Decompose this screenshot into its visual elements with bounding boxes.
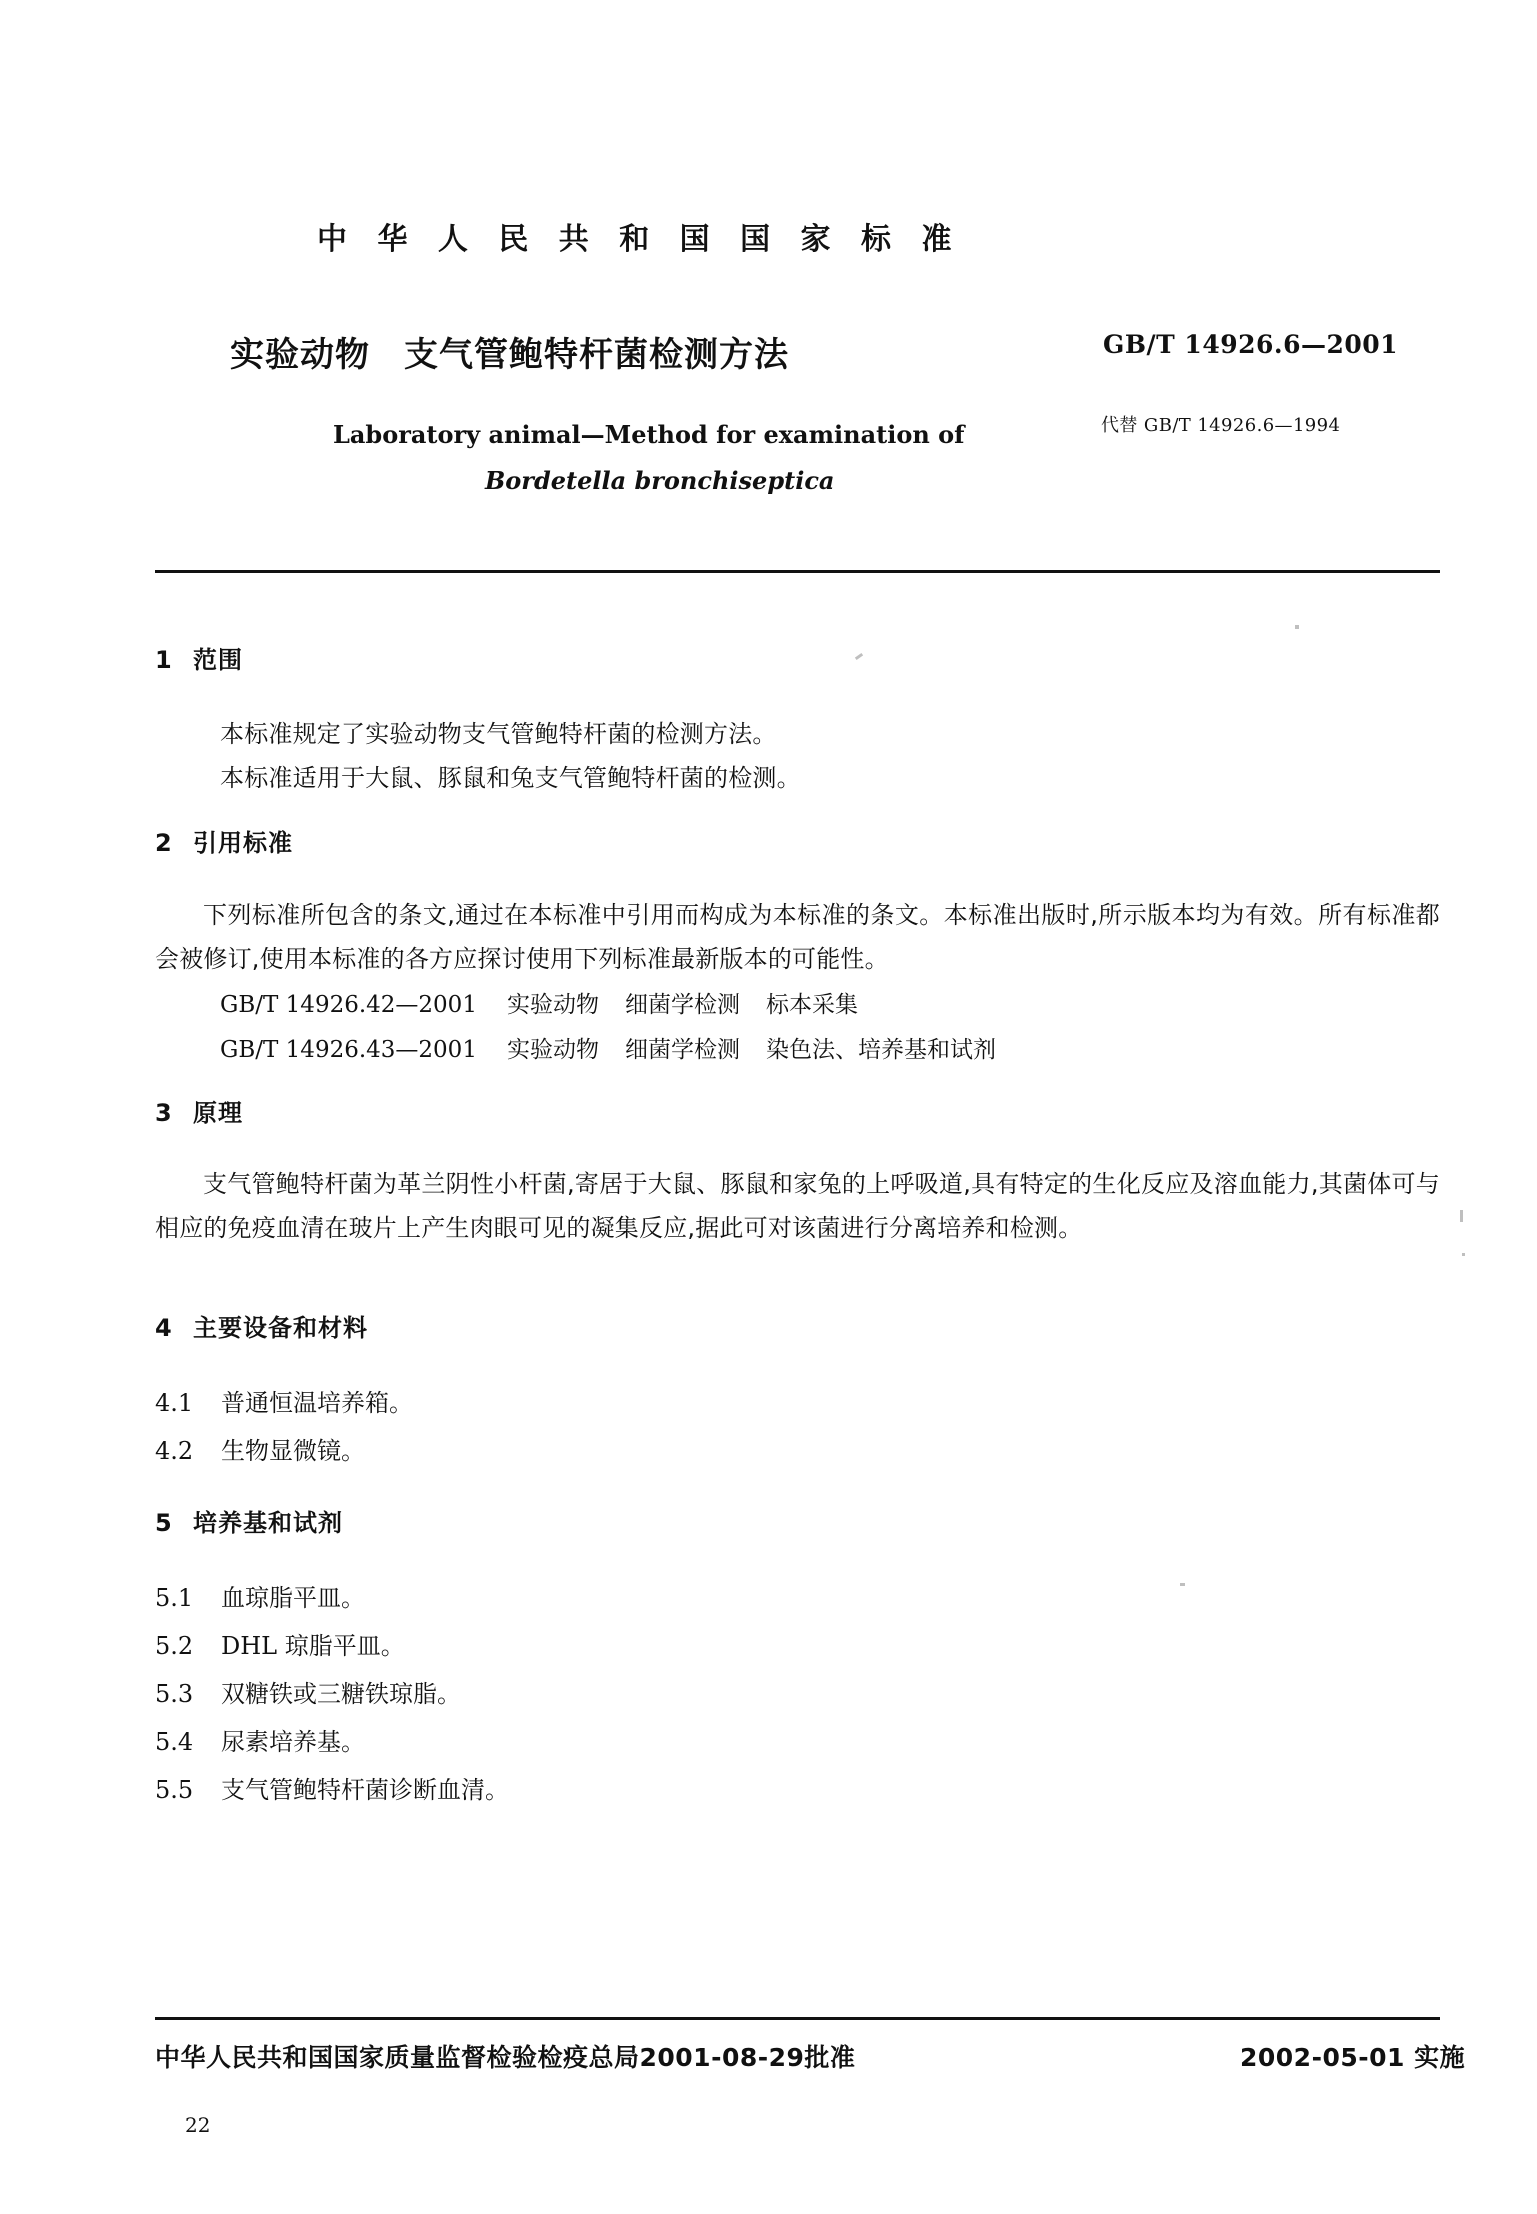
section-title-2: 引用标准: [193, 829, 293, 857]
standard-number: GB/T 14926.6—2001: [1103, 330, 1399, 359]
section-2-paragraph-1: 下列标准所包含的条文,通过在本标准中引用而构成为本标准的条文。本标准出版时,所示版本均为有效。所有标准都会被修订,使用本标准的各方应探讨使用下列标准最新版本的可能性。: [155, 901, 1440, 973]
section-3-paragraph-1: 支气管鲍特杆菌为革兰阴性小杆菌,寄居于大鼠、豚鼠和家兔的上呼吸道,具有特定的生化反应及溶血能力,其菌体可与相应的免疫血清在玻片上产生肉眼可见的凝集反应,据此可对该菌进行分离培养和检测。: [155, 1170, 1440, 1242]
clause-5-2-label: 5.2: [155, 1632, 194, 1660]
clause-5-5-text: 支气管鲍特杆菌诊断血清。: [221, 1776, 509, 1804]
section-heading-1: [155, 640, 243, 675]
section-number-1: 1: [155, 646, 173, 674]
header-divider: [155, 570, 1440, 573]
page-number: 22: [185, 2113, 211, 2137]
reference-name-1: 实验动物: [506, 992, 599, 1018]
replaces-standard-label: 代替 GB/T 14926.6—1994: [1101, 415, 1341, 436]
page-title: [230, 327, 789, 376]
scan-speckle: [1180, 1583, 1185, 1586]
clause-4-1-label: 4.1: [155, 1389, 194, 1417]
clause-5-1-label: 5.1: [155, 1584, 194, 1612]
scan-speckle: [1462, 1253, 1465, 1256]
clause-5-4-label: 5.4: [155, 1728, 194, 1756]
reference-sub-1: 细菌学检测: [624, 992, 740, 1018]
footer-approval: 中华人民共和国国家质量监督检验检疫总局2001-08-29批准: [155, 2043, 856, 2072]
reference-item-1: [220, 986, 858, 1019]
clause-5-3-text: 双糖铁或三糖铁琼脂。: [221, 1680, 461, 1708]
reference-code-1: GB/T 14926.42—2001: [220, 992, 477, 1018]
clause-4-1-text: 普通恒温培养箱。: [221, 1389, 413, 1417]
clause-5-5: [155, 1770, 509, 1805]
clause-5-5-label: 5.5: [155, 1776, 194, 1804]
clause-4-2: [155, 1431, 365, 1466]
clause-5-4: [155, 1722, 365, 1757]
reference-sub-2: 细菌学检测: [624, 1037, 740, 1063]
scan-speckle: [855, 653, 863, 660]
section-title-3: 原理: [193, 1099, 243, 1127]
english-title-line1: Laboratory animal—Method for examination of: [333, 420, 965, 449]
clause-5-3-label: 5.3: [155, 1680, 194, 1708]
section-heading-5: [155, 1503, 343, 1538]
section-1-paragraph-2: 本标准适用于大鼠、豚鼠和兔支气管鲍特杆菌的检测。: [220, 764, 801, 792]
scan-speckle: [1295, 625, 1299, 629]
reference-name-2: 实验动物: [506, 1037, 599, 1063]
page-title-part1: 实验动物: [230, 335, 370, 375]
clause-5-2-text: 琼脂平皿。: [277, 1632, 405, 1660]
section-title-1: 范围: [193, 646, 243, 674]
page-title-part2: 支气管鲍特杆菌检测方法: [404, 335, 789, 375]
clause-5-2: [155, 1626, 405, 1661]
clause-5-1-text: 血琼脂平皿。: [221, 1584, 365, 1612]
clause-4-1: [155, 1383, 413, 1418]
clause-5-4-text: 尿素培养基。: [221, 1728, 365, 1756]
reference-item-2: [220, 1031, 996, 1064]
reference-code-2: GB/T 14926.43—2001: [220, 1037, 477, 1063]
clause-5-3: [155, 1674, 461, 1709]
clause-4-2-label: 4.2: [155, 1437, 194, 1465]
reference-detail-2: 染色法、培养基和试剂: [765, 1037, 996, 1063]
section-1-paragraph-1: 本标准规定了实验动物支气管鲍特杆菌的检测方法。: [220, 720, 777, 748]
section-heading-4: [155, 1308, 368, 1343]
clause-4-2-text: 生物显微镜。: [221, 1437, 365, 1465]
scan-speckle: [1460, 1210, 1463, 1222]
section-number-4: 4: [155, 1314, 173, 1342]
section-title-4: 主要设备和材料: [193, 1314, 368, 1342]
footer-implementation: 2002-05-01 实施: [1240, 2043, 1466, 2072]
section-heading-3: [155, 1093, 243, 1128]
section-number-3: 3: [155, 1099, 173, 1127]
reference-detail-1: 标本采集: [765, 992, 858, 1018]
section-title-5: 培养基和试剂: [193, 1509, 343, 1537]
section-number-2: 2: [155, 829, 173, 857]
page-content: [80, 0, 1466, 2214]
clause-5-2-lead: DHL: [221, 1632, 278, 1660]
english-title-line2: Bordetella bronchiseptica: [485, 466, 835, 495]
national-standard-header: 中 华 人 民 共 和 国 国 家 标 准: [317, 222, 962, 257]
section-number-5: 5: [155, 1509, 173, 1537]
clause-5-1: [155, 1578, 365, 1613]
section-heading-2: [155, 823, 293, 858]
footer-divider: [155, 2017, 1440, 2020]
